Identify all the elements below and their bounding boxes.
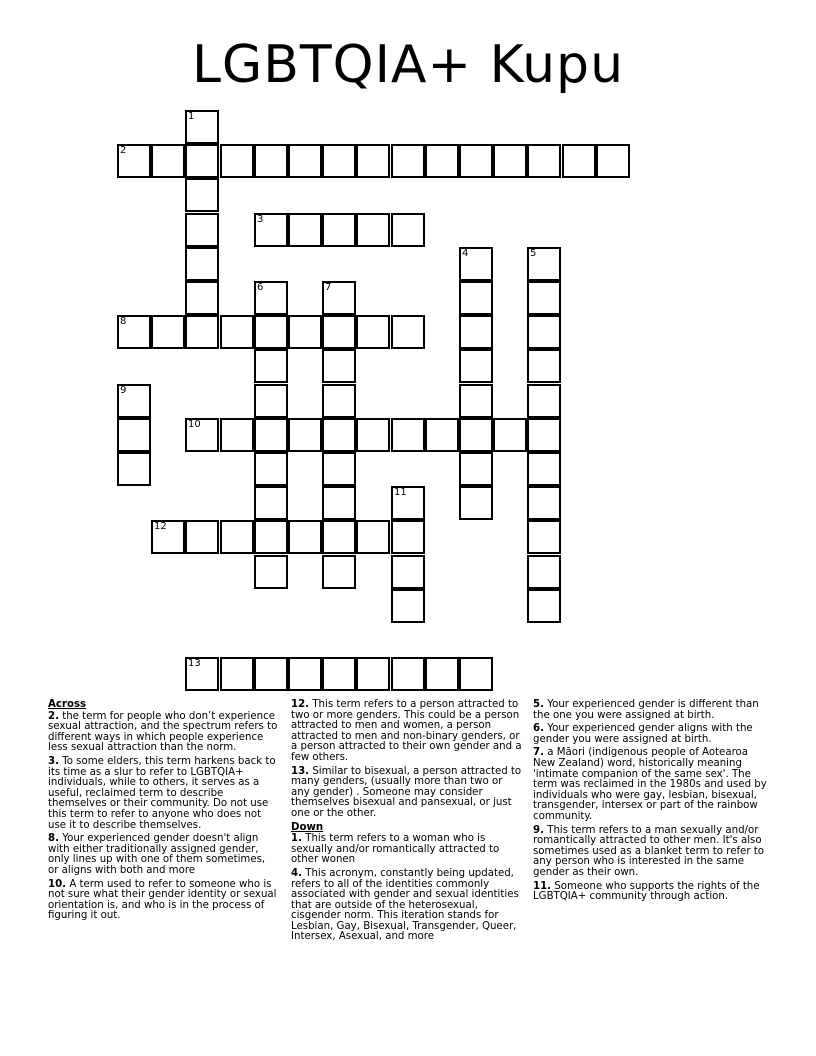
grid-cell[interactable] [185, 213, 219, 247]
grid-cell[interactable] [220, 520, 254, 554]
grid-cell[interactable] [151, 144, 185, 178]
grid-cell[interactable] [562, 144, 596, 178]
grid-cell[interactable] [459, 349, 493, 383]
grid-cell[interactable] [322, 281, 356, 315]
grid-cell[interactable] [527, 589, 561, 623]
grid-cell[interactable] [185, 281, 219, 315]
grid-cell[interactable] [185, 520, 219, 554]
grid-cell[interactable] [322, 555, 356, 589]
grid-cell[interactable] [117, 144, 151, 178]
clue-across-10: 10. A term used to refer to someone who is not sure what their gender identity or sexual orientation is, and who is in the process of figuring it out. [48, 878, 277, 922]
grid-cell[interactable] [391, 520, 425, 554]
grid-cell[interactable] [459, 657, 493, 691]
grid-cell[interactable] [254, 281, 288, 315]
grid-cell[interactable] [185, 418, 219, 452]
grid-cell[interactable] [288, 213, 322, 247]
grid-cell[interactable] [185, 247, 219, 281]
grid-cell[interactable] [254, 315, 288, 349]
grid-cell[interactable] [527, 384, 561, 418]
grid-cell[interactable] [527, 315, 561, 349]
grid-cell[interactable] [459, 144, 493, 178]
grid-cell[interactable] [254, 452, 288, 486]
clue-across-13: 13. Similar to bisexual, a person attracted to many genders, (usually more than two or any gender) . Someone may consider themselves bisexual and pansexual, or just one or the other. [291, 765, 522, 819]
clue-number: 11 [394, 487, 407, 498]
grid-cell[interactable] [322, 657, 356, 691]
down-heading: Down [291, 821, 324, 833]
clue-number: 13 [188, 658, 201, 669]
grid-cell[interactable] [527, 520, 561, 554]
grid-cell[interactable] [391, 486, 425, 520]
grid-cell[interactable] [254, 349, 288, 383]
grid-cell[interactable] [254, 486, 288, 520]
clue-across-3: 3. To some elders, this term harkens back to its time as a slur to refer to LGBTQIA+ individuals, while to others, it serves as a useful, reclaimed term to describe themselves or their community. Do not use this term to refer to anyone who does not use it to describe themselves. [48, 755, 276, 831]
grid-cell[interactable] [459, 486, 493, 520]
clue-number: 5 [530, 248, 537, 259]
grid-cell[interactable] [391, 589, 425, 623]
grid-cell[interactable] [322, 144, 356, 178]
grid-cell[interactable] [391, 418, 425, 452]
grid-cell[interactable] [185, 315, 219, 349]
clue-down-5: 5. Your experienced gender is different than the one you were assigned at birth. [533, 699, 759, 721]
grid-cell[interactable] [459, 281, 493, 315]
clue-column-2 [291, 700, 523, 946]
grid-cell[interactable] [459, 418, 493, 452]
grid-cell[interactable] [254, 520, 288, 554]
grid-cell[interactable] [288, 657, 322, 691]
clue-across-2: 2. the term for people who don’t experience sexual attraction, and the spectrum refers to different ways in which people experience less sexual attraction than the norm. [48, 710, 278, 754]
grid-cell[interactable] [288, 520, 322, 554]
grid-cell[interactable] [288, 418, 322, 452]
clue-list [0, 700, 816, 1040]
clue-number: 9 [120, 385, 127, 396]
grid-cell[interactable] [288, 315, 322, 349]
grid-cell[interactable] [117, 384, 151, 418]
grid-cell[interactable] [493, 418, 527, 452]
grid-cell[interactable] [391, 213, 425, 247]
grid-cell[interactable] [356, 315, 390, 349]
clue-number: 12 [154, 521, 167, 532]
grid-cell[interactable] [322, 452, 356, 486]
grid-cell[interactable] [527, 555, 561, 589]
clue-number: 3 [257, 214, 264, 225]
grid-cell[interactable] [322, 315, 356, 349]
grid-cell[interactable] [391, 657, 425, 691]
across-heading: Across [48, 699, 87, 710]
grid-cell[interactable] [527, 486, 561, 520]
grid-cell[interactable] [459, 384, 493, 418]
grid-cell[interactable] [288, 144, 322, 178]
clue-number: 10 [188, 419, 201, 430]
grid-cell[interactable] [322, 418, 356, 452]
grid-cell[interactable] [220, 144, 254, 178]
grid-cell[interactable] [527, 247, 561, 281]
grid-cell[interactable] [185, 110, 219, 144]
clue-number: 8 [120, 316, 127, 327]
grid-cell[interactable] [117, 315, 151, 349]
clue-down-11: 11. Someone who supports the rights of the LGBTQIA+ community through action. [533, 880, 760, 903]
grid-cell[interactable] [527, 144, 561, 178]
grid-cell[interactable] [220, 657, 254, 691]
grid-cell[interactable] [185, 144, 219, 178]
grid-cell[interactable] [459, 315, 493, 349]
grid-cell[interactable] [117, 452, 151, 486]
clue-number: 1 [188, 111, 195, 122]
grid-cell[interactable] [425, 144, 459, 178]
grid-cell[interactable] [459, 452, 493, 486]
clue-number: 4 [462, 248, 469, 259]
grid-cell[interactable] [322, 384, 356, 418]
clue-down-6: 6. Your experienced gender aligns with the gender you were assigned at birth. [533, 723, 753, 745]
grid-cell[interactable] [185, 657, 219, 691]
grid-cell[interactable] [322, 520, 356, 554]
grid-cell[interactable] [527, 281, 561, 315]
grid-cell[interactable] [151, 520, 185, 554]
grid-cell[interactable] [254, 384, 288, 418]
grid-cell[interactable] [596, 144, 630, 178]
grid-cell[interactable] [527, 452, 561, 486]
grid-cell[interactable] [322, 486, 356, 520]
grid-cell[interactable] [391, 315, 425, 349]
grid-cell[interactable] [493, 144, 527, 178]
grid-cell[interactable] [254, 418, 288, 452]
grid-cell[interactable] [391, 555, 425, 589]
grid-cell[interactable] [254, 555, 288, 589]
clue-down-1: 1. This term refers to a woman who is sexually and/or romantically attracted to other wonen [291, 833, 500, 866]
clue-down-7: 7. a Māori (indigenous people of Aotearoa New Zealand) word, historically meaning 'intimate companion of the same sex'. The term was reclaimed in the 1980s and used by individuals who were gay, lesbian, bisexual, transgender, intersex or part of the rainbow community. [533, 747, 767, 822]
clue-down-4: 4. This acronym, constantly being updated, refers to all of the identities commonly associated with gender and sexual identities that are outside of the heterosexual, cisgender norm. This iteration stands for Lesbian, Gay, Bisexual, Transgender, Queer, Intersex, Asexual, and more [291, 867, 519, 943]
clue-down-9: 9. This term refers to a man sexually and/or romantically attracted to other men. It's also sometimes used as a blanket term to refer to any person who is interested in the same gender as their own. [533, 824, 764, 878]
clue-number: 7 [325, 282, 332, 293]
grid-cell[interactable] [220, 418, 254, 452]
grid-cell[interactable] [356, 144, 390, 178]
clue-number: 2 [120, 145, 127, 156]
grid-cell[interactable] [391, 144, 425, 178]
clue-across-12: 12. This term refers to a person attracted to two or more genders. This could be a person attracted to men and women, a person attracted to men and non-binary genders, or a person attracted to their own gender and a few others. [291, 699, 522, 763]
grid-cell[interactable] [356, 657, 390, 691]
grid-cell[interactable] [151, 315, 185, 349]
grid-cell[interactable] [356, 213, 390, 247]
clue-across-8: 8. Your experienced gender doesn't align with either traditionally assigned gender, only lines up with one of them sometimes, or aligns with both and more [48, 833, 266, 876]
clue-column-1 [48, 700, 278, 925]
grid-cell[interactable] [185, 178, 219, 212]
grid-cell[interactable] [254, 144, 288, 178]
grid-cell[interactable] [356, 520, 390, 554]
puzzle-title: LGBTQIA+ Kupu [191, 35, 625, 95]
clue-column-3 [533, 700, 771, 906]
clue-number: 6 [257, 282, 264, 293]
grid-cell[interactable] [322, 213, 356, 247]
grid-cell[interactable] [254, 213, 288, 247]
grid-cell[interactable] [527, 349, 561, 383]
grid-cell[interactable] [117, 418, 151, 452]
grid-cell[interactable] [425, 418, 459, 452]
grid-cell[interactable] [459, 247, 493, 281]
grid-cell[interactable] [527, 418, 561, 452]
grid-cell[interactable] [254, 657, 288, 691]
grid-cell[interactable] [425, 657, 459, 691]
grid-cell[interactable] [356, 418, 390, 452]
grid-cell[interactable] [220, 315, 254, 349]
grid-cell[interactable] [322, 349, 356, 383]
